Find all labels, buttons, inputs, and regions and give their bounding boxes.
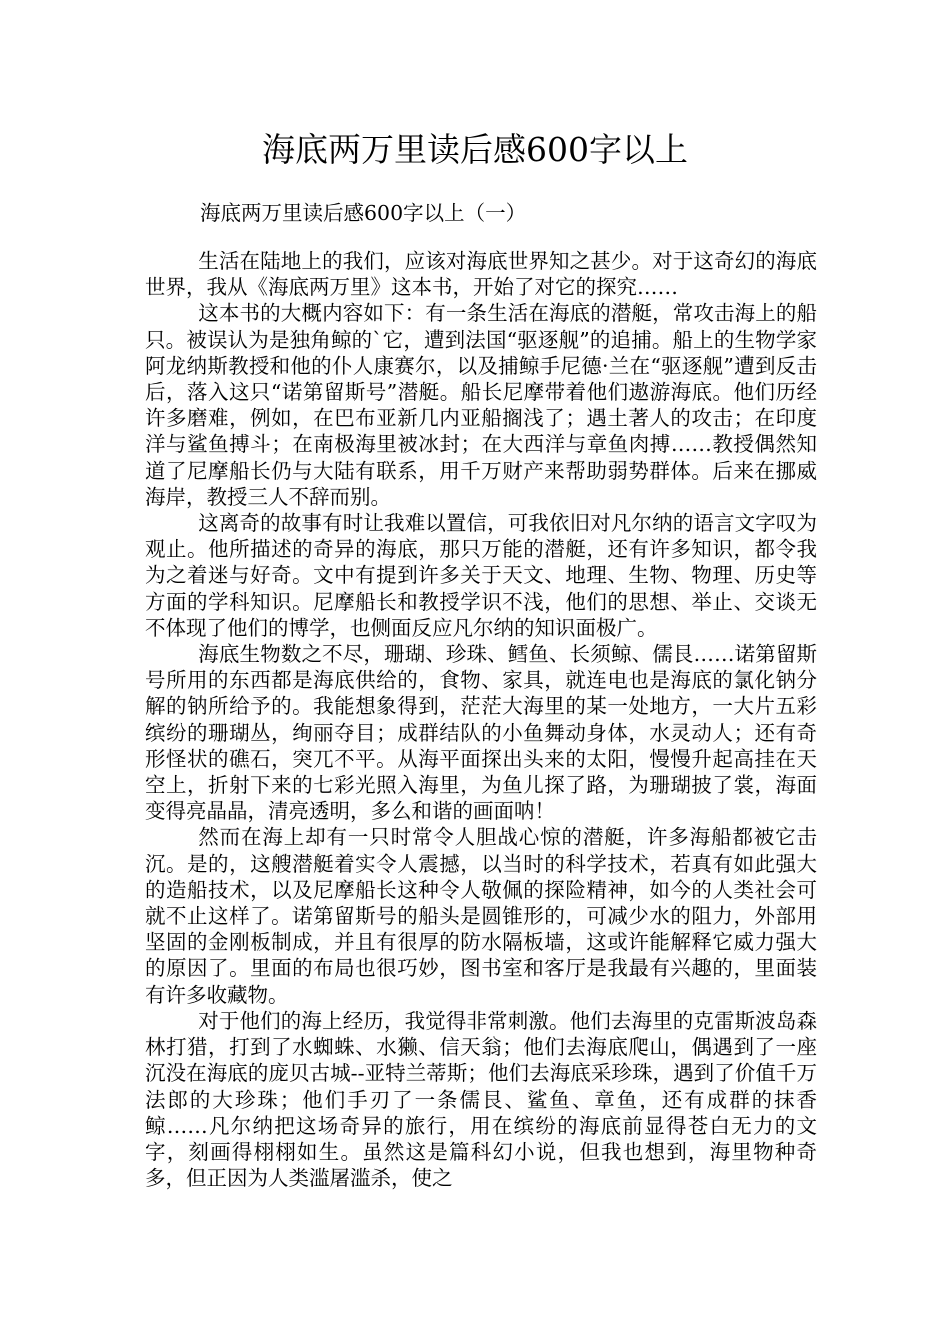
- paragraph: 然而在海上却有一只时常令人胆战心惊的潜艇，许多海船都被它击沉。是的，这艘潜艇着实令人震撼，以当时的科学技术，若真有如此强大的造船技术，以及尼摩船长这种令人敬佩的探险精神，如今的人类社会可就不止这样了。诺第留斯号的船头是圆锥形的，可减少水的阻力，外部用坚固的金刚板制成，并且有很厚的防水隔板墙，这或许能解释它威力强大的原因了。里面的布局也很巧妙，图书室和客厅是我最有兴趣的，里面装有许多收藏物。: [145, 825, 817, 1007]
- paragraph: 生活在陆地上的我们，应该对海底世界知之甚少。对于这奇幻的海底世界，我从《海底两万里》这本书，开始了对它的探究……: [145, 249, 817, 300]
- paragraph: 这本书的大概内容如下：有一条生活在海底的潜艇，常攻击海上的船只。被误认为是独角鲸的`它，遭到法国“驱逐舰”的追捕。船上的生物学家阿龙纳斯教授和他的仆人康赛尔，以及捕鲸手尼德·兰在“驱逐舰”遭到反击后，落入这只“诺第留斯号”潜艇。船长尼摩带着他们遨游海底。他们历经许多磨难，例如，在巴布亚新几内亚船搁浅了；遇土著人的攻击；在印度洋与鲨鱼搏斗；在南极海里被冰封；在大西洋与章鱼肉搏……教授偶然知道了尼摩船长仍与大陆有联系，用千万财产来帮助弱势群体。后来在挪威海岸，教授三人不辞而别。: [145, 301, 817, 509]
- paragraph: 海底生物数之不尽，珊瑚、珍珠、鳕鱼、长须鲸、儒艮……诺第留斯号所用的东西都是海底供给的，食物、家具，就连电也是海底的氯化钠分解的钠所给予的。我能想象得到，茫茫大海里的某一处地方，一大片五彩缤纷的珊瑚丛，绚丽夺目；成群结队的小鱼舞动身体，水灵动人；还有奇形怪状的礁石，突兀不平。从海平面探出头来的太阳，慢慢升起高挂在天空上，折射下来的七彩光照入海里，为鱼儿探了路，为珊瑚披了裳，海面变得亮晶晶，清亮透明，多么和谐的画面呐！: [145, 642, 817, 824]
- paragraph: 这离奇的故事有时让我难以置信，可我依旧对凡尔纳的语言文字叹为观止。他所描述的奇异的海底，那只万能的潜艇，还有许多知识，都令我为之着迷与好奇。文中有提到许多关于天文、地理、生物、物理、历史等方面的学科知识。尼摩船长和教授学识不浅，他们的思想、举止、交谈无不体现了他们的博学，也侧面反应凡尔纳的知识面极广。: [145, 511, 817, 640]
- document-title: 海底两万里读后感600字以上: [262, 130, 688, 169]
- document-subtitle: 海底两万里读后感600字以上（一）: [200, 201, 527, 225]
- document-body: [145, 248, 817, 1191]
- paragraph: 对于他们的海上经历，我觉得非常刺激。他们去海里的克雷斯波岛森林打猎，打到了水蜘蛛、水獭、信天翁；他们去海底爬山，偶遇到了一座沉没在海底的庞贝古城--亚特兰蒂斯；他们去海底采珍珠，遇到了价值千万法郎的大珍珠；他们手刃了一条儒艮、鲨鱼、章鱼，还有成群的抹香鲸……凡尔纳把这场奇异的旅行，用在缤纷的海底前显得苍白无力的文字，刻画得栩栩如生。虽然这是篇科幻小说，但我也想到，海里物种奇多，但正因为人类滥屠滥杀，使之: [145, 1008, 817, 1191]
